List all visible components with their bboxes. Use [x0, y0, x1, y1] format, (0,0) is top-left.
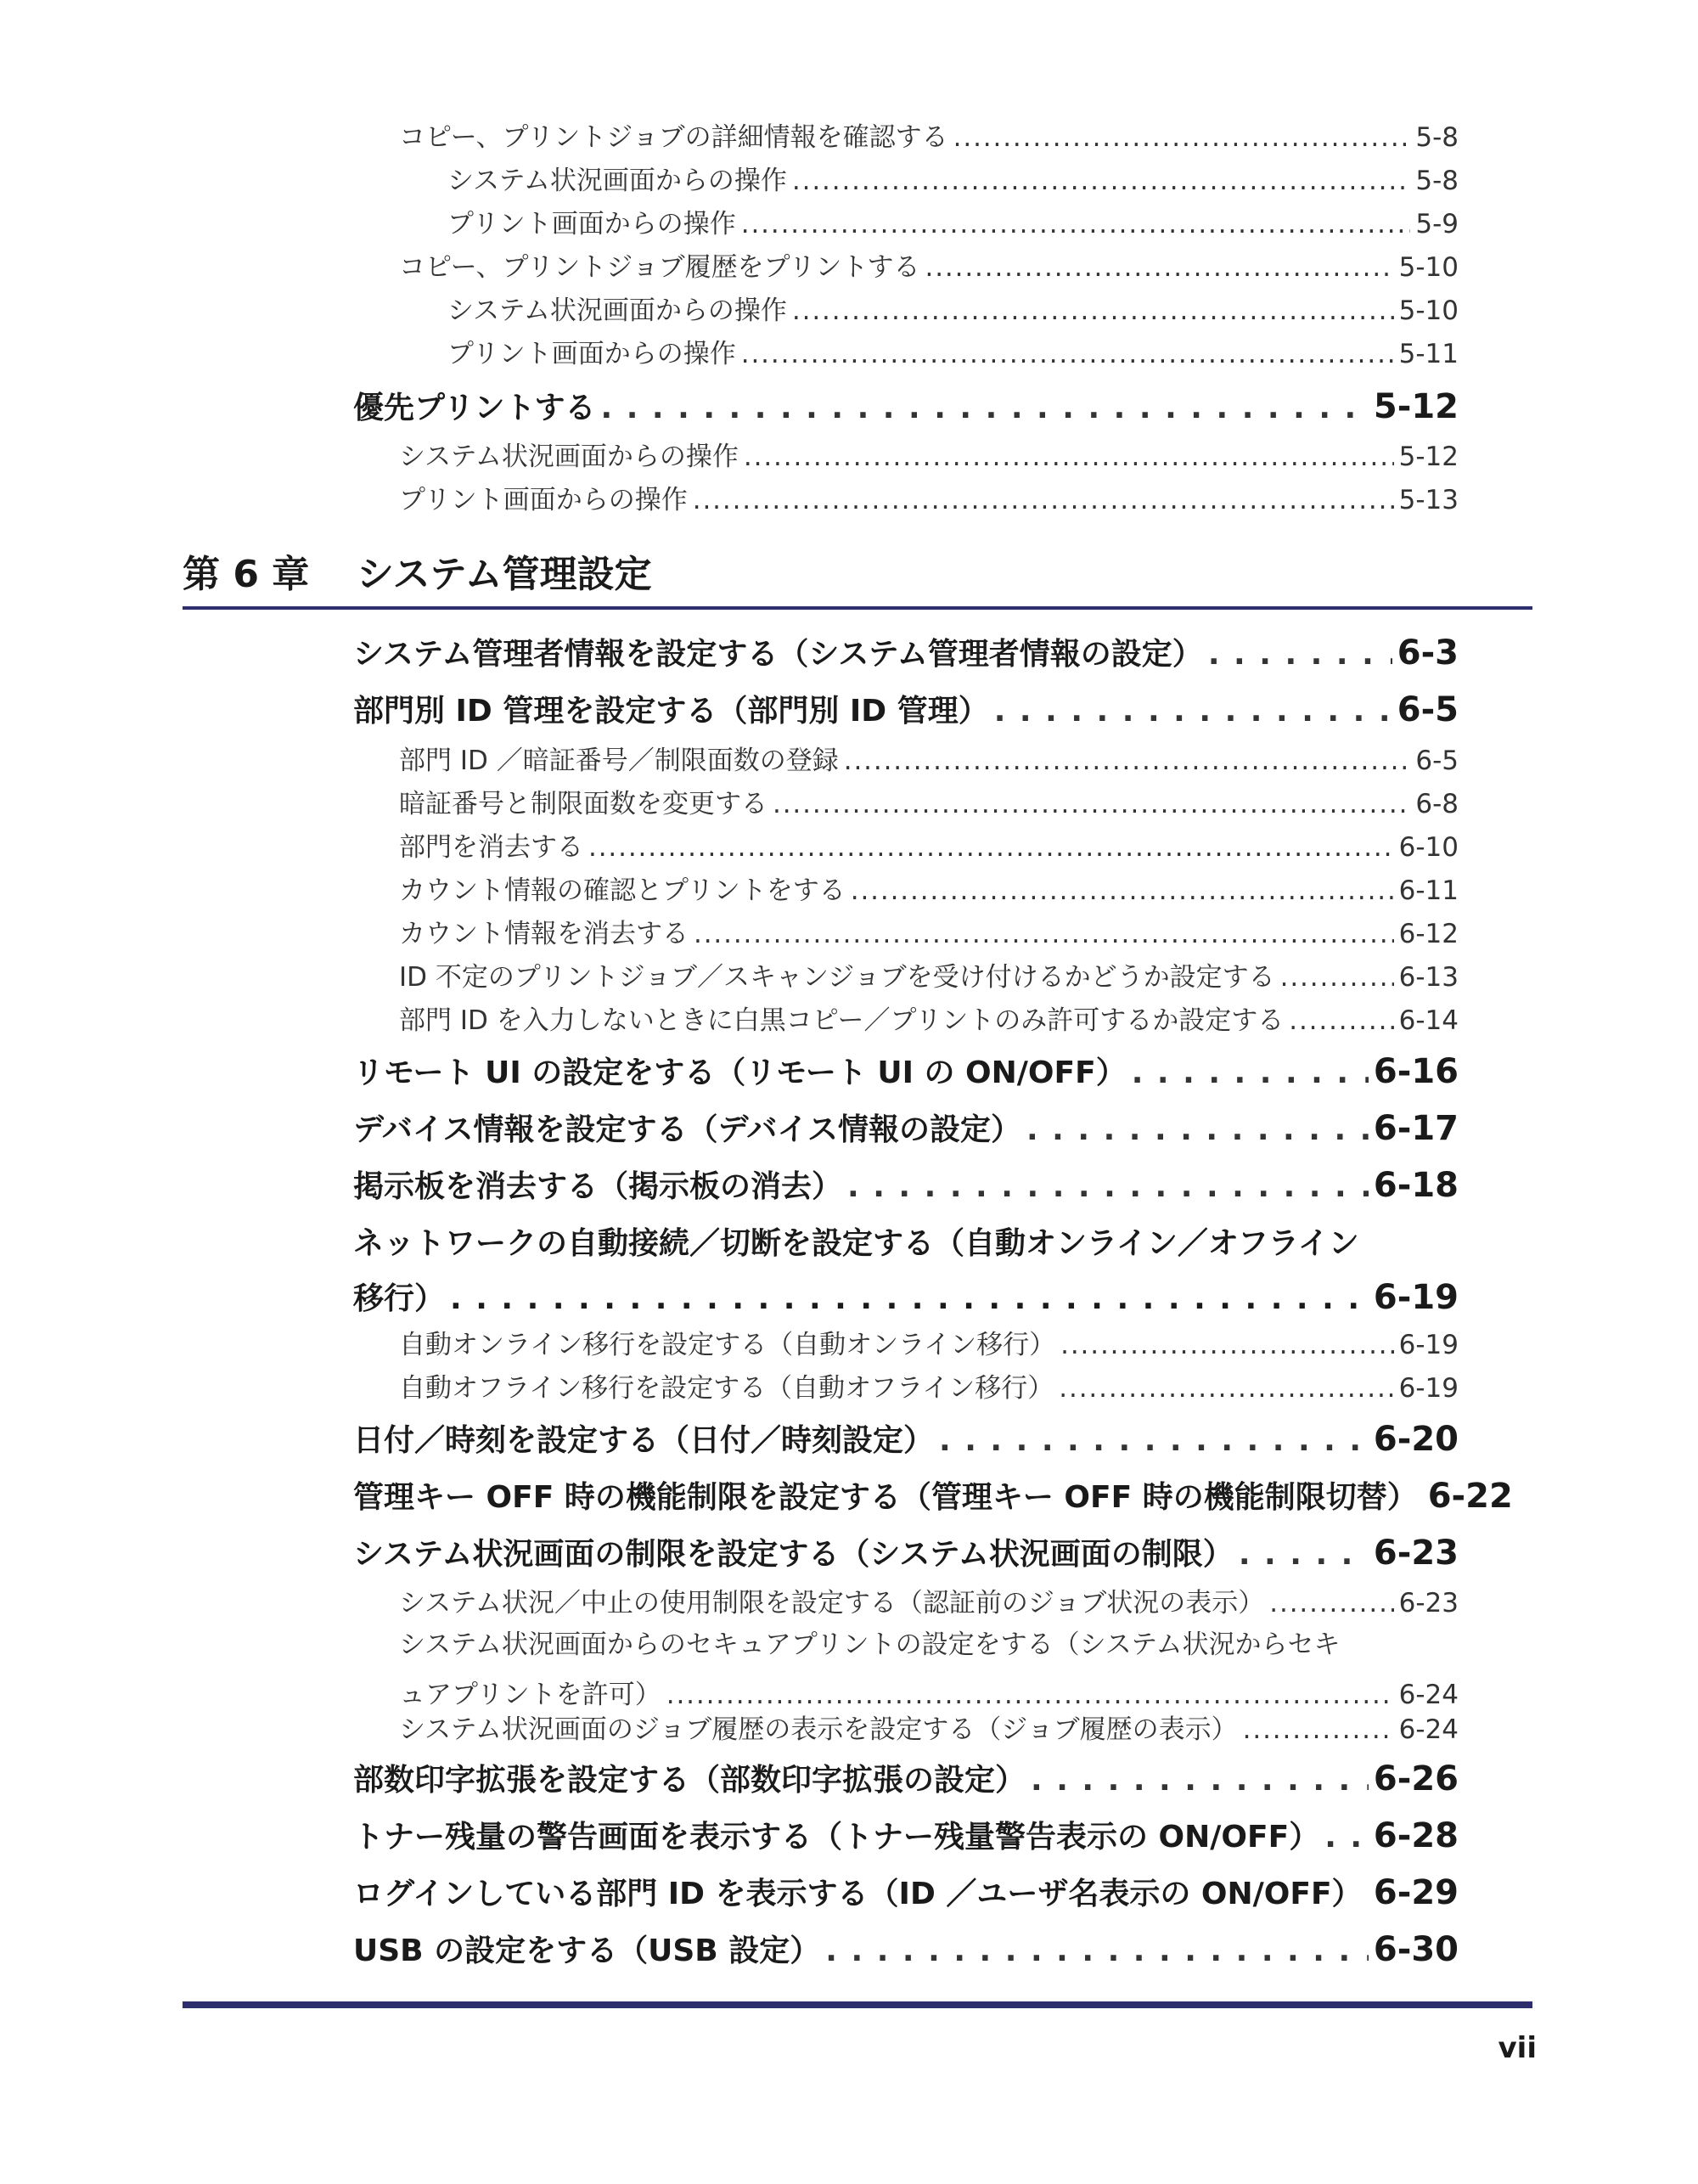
toc-entry-label: リモート UI の設定をする（リモート UI の ON/OFF） [353, 1055, 1127, 1090]
dot-leader [1368, 1877, 1369, 1911]
toc-entry[interactable] [447, 332, 1459, 370]
toc-entry[interactable] [399, 1323, 1459, 1361]
toc-entry[interactable] [399, 825, 1459, 864]
toc-entry-page: 5-8 [1415, 166, 1459, 196]
dot-leader [1280, 962, 1394, 993]
dot-leader [744, 442, 1394, 472]
toc-entry-main[interactable] [353, 1049, 1459, 1092]
toc-entry-label: デバイス情報を設定する（デバイス情報の設定） [353, 1112, 1021, 1147]
toc-entry-main[interactable] [353, 1416, 1459, 1460]
toc-entry[interactable] [399, 1708, 1459, 1746]
dot-leader [741, 209, 1411, 239]
dot-leader [1031, 1763, 1369, 1798]
toc-entry-label: カウント情報を消去する [399, 919, 689, 949]
toc-entry-main[interactable] [353, 1106, 1459, 1149]
toc-entry-label: ネットワークの自動接続／切断を設定する（自動オンライン／オフライン [353, 1226, 1359, 1261]
toc-entry[interactable] [399, 912, 1459, 950]
toc-entry-page: 6-19 [1373, 1278, 1459, 1317]
toc-entry-main[interactable] [353, 687, 1459, 730]
toc-entry-page: 6-11 [1398, 875, 1459, 906]
toc-entry-page: 6-24 [1398, 1680, 1459, 1710]
toc-entry-label: 自動オフライン移行を設定する（自動オフライン移行） [399, 1373, 1054, 1404]
toc-entry-page: 6-19 [1398, 1330, 1459, 1360]
toc-entry-page: 6-19 [1398, 1373, 1459, 1404]
toc-entry-label: カウント情報の確認とプリントをする [399, 875, 846, 906]
toc-entry[interactable] [399, 1623, 1459, 1711]
toc-entry-label: 部数印字拡張を設定する（部数印字拡張の設定） [353, 1763, 1026, 1798]
toc-entry-page: 5-10 [1398, 296, 1459, 326]
page-number: vii [1498, 2031, 1537, 2065]
dot-leader [825, 1934, 1369, 1968]
toc-entry-label: 部門 ID ／暗証番号／制限面数の登録 [399, 746, 839, 776]
toc-entry-main[interactable] [353, 384, 1459, 427]
dot-leader [741, 339, 1394, 369]
toc-entry[interactable] [399, 955, 1459, 993]
toc-entry-label: プリント画面からの操作 [447, 209, 736, 239]
toc-entry-page: 6-3 [1397, 633, 1459, 673]
toc-entry-label: 部門別 ID 管理を設定する（部門別 ID 管理） [353, 694, 989, 729]
dot-leader [450, 1281, 1369, 1316]
toc-entry-main[interactable] [353, 1219, 1459, 1318]
dot-leader [1059, 1373, 1393, 1404]
toc-entry-page: 6-20 [1373, 1420, 1459, 1459]
dot-leader [600, 391, 1368, 425]
toc-entry-main[interactable] [353, 1870, 1459, 1913]
dot-leader [939, 1423, 1369, 1458]
toc-entry-page: 6-18 [1373, 1166, 1459, 1205]
dot-leader [693, 485, 1394, 515]
toc-entry-label: プリント画面からの操作 [399, 485, 688, 515]
dot-leader [953, 122, 1411, 153]
dot-leader [1060, 1330, 1394, 1360]
footer-divider [183, 2001, 1532, 2008]
toc-entry[interactable] [447, 202, 1459, 240]
toc-entry[interactable] [447, 159, 1459, 197]
toc-entry-label: コピー、プリントジョブ履歴をプリントする [399, 252, 920, 283]
toc-entry-page: 5-13 [1398, 485, 1459, 515]
toc-entry-page: 6-12 [1398, 919, 1459, 949]
dot-leader [844, 746, 1411, 776]
dot-leader [925, 252, 1394, 283]
toc-entry-main[interactable] [353, 1927, 1459, 1970]
toc-entry[interactable] [399, 1581, 1459, 1619]
chapter-title: システム管理設定 [357, 553, 652, 596]
toc-entry-label: システム状況画面の制限を設定する（システム状況画面の制限） [353, 1537, 1234, 1572]
toc-entry-page: 6-16 [1373, 1052, 1459, 1091]
toc-entry-page: 5-8 [1415, 122, 1459, 153]
toc-entry-page: 5-12 [1373, 387, 1459, 426]
toc-entry-label: 管理キー OFF 時の機能制限を設定する（管理キー OFF 時の機能制限切替） [353, 1480, 1418, 1515]
toc-entry-label: 日付／時刻を設定する（日付／時刻設定） [353, 1423, 935, 1458]
toc-entry[interactable] [399, 1366, 1459, 1404]
toc-entry-label: トナー残量の警告画面を表示する（トナー残量警告表示の ON/OFF） [353, 1820, 1320, 1855]
toc-entry-page: 5-9 [1415, 209, 1459, 239]
toc-entry-label: システム状況画面からの操作 [399, 442, 739, 472]
toc-entry-page: 6-26 [1373, 1759, 1459, 1798]
toc-entry-label-continued: 移行） [353, 1281, 446, 1316]
toc-entry-label: コピー、プリントジョブの詳細情報を確認する [399, 122, 948, 153]
dot-leader [1239, 1537, 1369, 1572]
toc-entry[interactable] [399, 999, 1459, 1037]
dot-leader [1208, 637, 1392, 672]
dot-leader [588, 832, 1394, 863]
toc-entry-label: プリント画面からの操作 [447, 339, 736, 369]
chapter-divider [183, 606, 1532, 610]
toc-entry-main[interactable] [353, 630, 1459, 673]
toc-entry-label: 優先プリントする [353, 391, 596, 425]
toc-entry[interactable] [399, 478, 1459, 516]
toc-entry-page: 6-30 [1373, 1930, 1459, 1969]
toc-entry-page: 6-29 [1373, 1873, 1459, 1912]
toc-entry-page: 6-14 [1398, 1005, 1459, 1036]
toc-entry-label: システム状況画面からの操作 [447, 296, 787, 326]
toc-entry[interactable] [399, 115, 1459, 154]
toc-entry-label: システム状況画面からの操作 [447, 166, 787, 196]
dot-leader [1026, 1112, 1369, 1147]
toc-entry-label: 部門を消去する [399, 832, 583, 863]
toc-entry-page: 5-10 [1398, 252, 1459, 283]
toc-entry[interactable] [399, 869, 1459, 907]
toc-entry-main[interactable] [353, 1473, 1513, 1517]
toc-entry-label: 自動オンライン移行を設定する（自動オンライン移行） [399, 1330, 1056, 1360]
toc-entry-label: システム管理者情報を設定する（システム管理者情報の設定） [353, 637, 1203, 672]
toc-entry-main[interactable] [353, 1530, 1459, 1573]
toc-entry-page: 6-10 [1398, 832, 1459, 863]
dot-leader [773, 789, 1410, 819]
toc-entry-page: 5-12 [1398, 442, 1459, 472]
dot-leader [694, 919, 1394, 949]
dot-leader [792, 296, 1394, 326]
toc-entry-label: 暗証番号と制限面数を変更する [399, 789, 767, 819]
dot-leader [1269, 1588, 1393, 1618]
toc-entry-label: 部門 ID を入力しないときに白黒コピー／プリントのみ許可するか設定する [399, 1005, 1285, 1036]
toc-entry-page: 6-24 [1398, 1714, 1459, 1745]
toc-entry-label: 掲示板を消去する（掲示板の消去） [353, 1169, 843, 1204]
toc-entry-label: ID 不定のプリントジョブ／スキャンジョブを受け付けるかどうか設定する [399, 962, 1275, 993]
toc-entry-main[interactable] [353, 1162, 1459, 1206]
toc-entry-page: 6-5 [1397, 690, 1459, 729]
toc-entry-main[interactable] [353, 1756, 1459, 1799]
toc-entry-page: 6-22 [1427, 1477, 1513, 1516]
toc-entry-label: システム状況／中止の使用制限を設定する（認証前のジョブ状況の表示） [399, 1588, 1265, 1618]
dot-leader [1243, 1714, 1394, 1745]
toc-entry[interactable] [399, 782, 1459, 820]
toc-entry-page: 6-28 [1373, 1816, 1459, 1855]
dot-leader [851, 875, 1394, 906]
toc-entry-page: 5-11 [1398, 339, 1459, 369]
dot-leader [994, 694, 1392, 729]
dot-leader [847, 1169, 1369, 1204]
toc-entry-page: 6-5 [1415, 746, 1459, 776]
toc-entry[interactable] [447, 289, 1459, 327]
toc-entry[interactable] [399, 739, 1459, 777]
toc-entry[interactable] [399, 245, 1459, 284]
toc-entry-label: システム状況画面のジョブ履歴の表示を設定する（ジョブ履歴の表示） [399, 1714, 1238, 1745]
toc-entry-page: 6-23 [1398, 1588, 1459, 1618]
toc-entry-page: 6-13 [1398, 962, 1459, 993]
toc-entry-page: 6-8 [1415, 789, 1459, 819]
toc-entry-label: ログインしている部門 ID を表示する（ID ／ユーザ名表示の ON/OFF） [353, 1877, 1363, 1911]
dot-leader [792, 166, 1410, 196]
dot-leader [1289, 1005, 1393, 1036]
toc-entry-label-continued: ュアプリントを許可） [399, 1680, 661, 1710]
toc-entry-page: 6-17 [1373, 1109, 1459, 1148]
toc-entry-label: システム状況画面からのセキュアプリントの設定をする（システム状況からセキ [399, 1630, 1341, 1660]
chapter-heading [183, 543, 652, 598]
toc-entry-label: USB の設定をする（USB 設定） [353, 1934, 821, 1968]
dot-leader [1132, 1055, 1369, 1090]
toc-entry[interactable] [399, 435, 1459, 473]
toc-entry-main[interactable] [353, 1813, 1459, 1856]
dot-leader [666, 1680, 1394, 1710]
chapter-number: 第 6 章 [183, 553, 310, 596]
toc-entry-page: 6-23 [1373, 1534, 1459, 1573]
dot-leader [1324, 1820, 1369, 1855]
